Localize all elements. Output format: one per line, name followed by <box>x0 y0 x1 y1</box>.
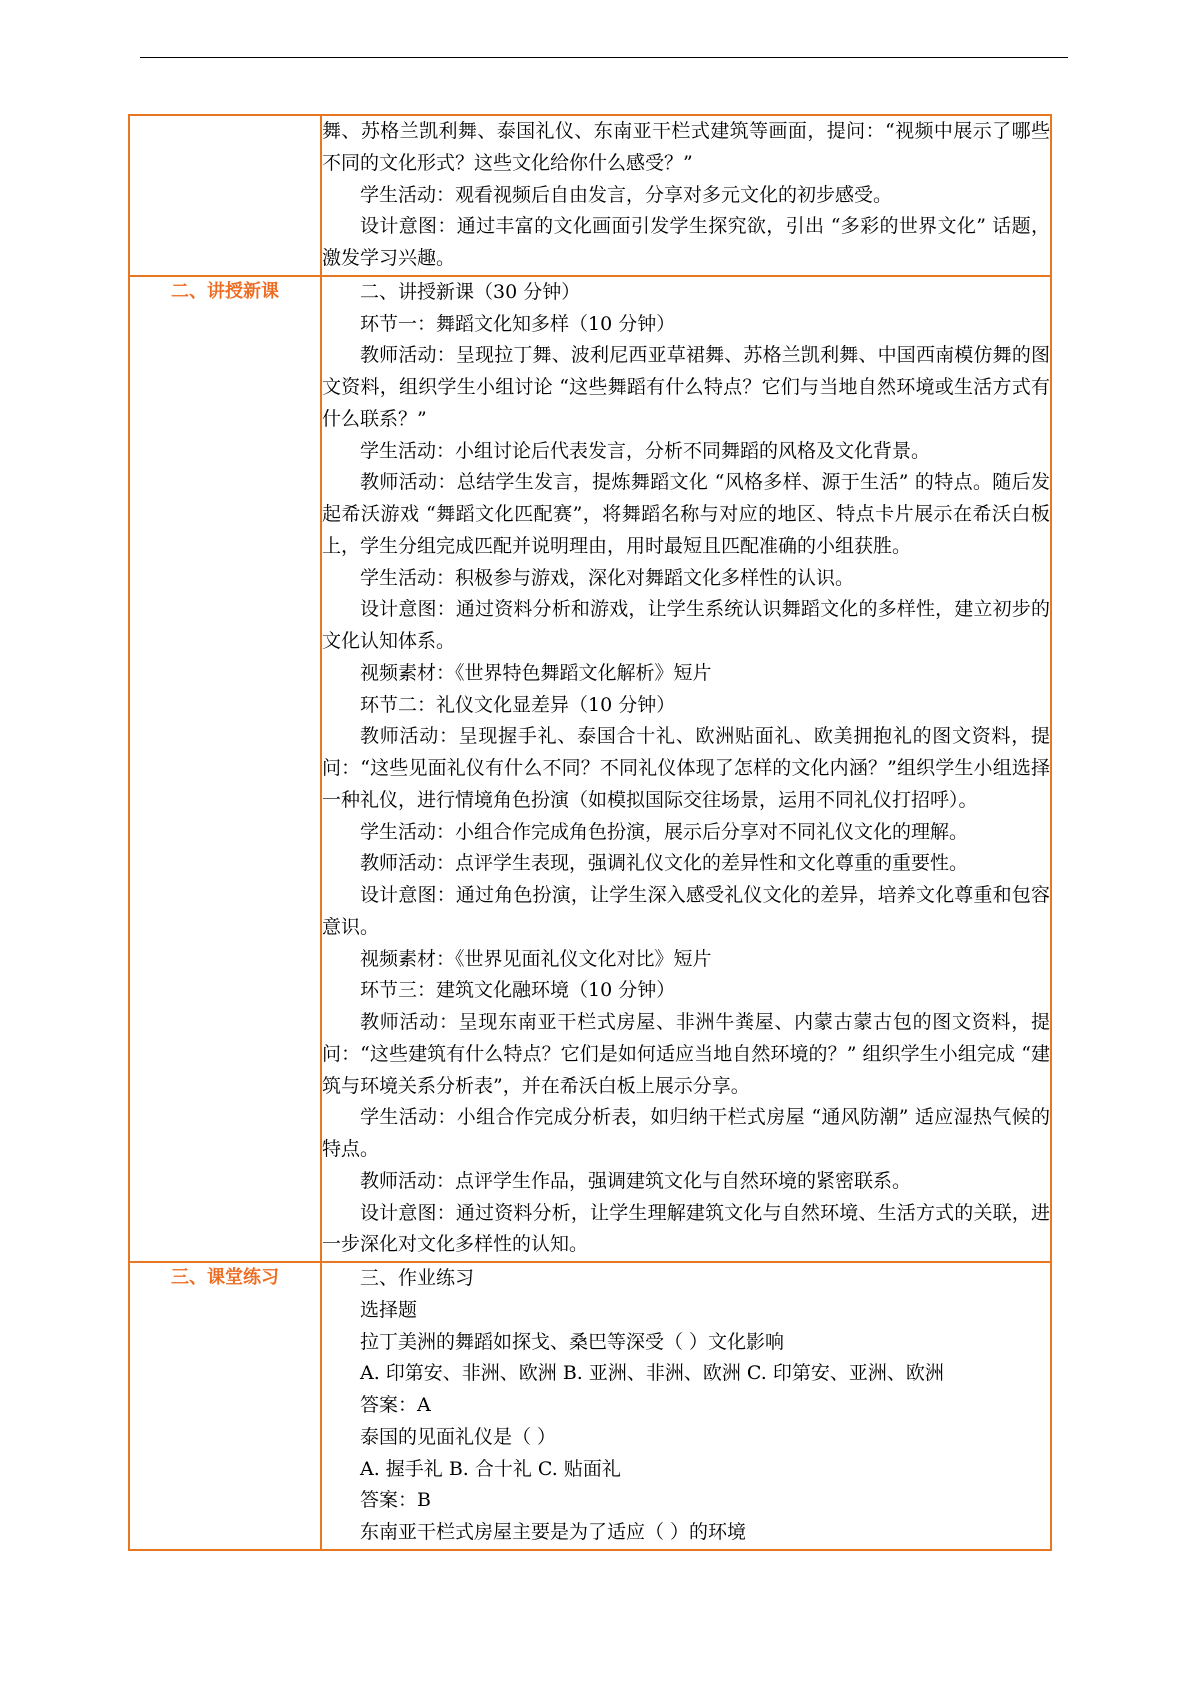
paragraph: 视频素材：《世界特色舞蹈文化解析》短片 <box>360 661 712 684</box>
paragraph: 教师活动：点评学生表现，强调礼仪文化的差异性和文化尊重的重要性。 <box>360 852 969 875</box>
section-content <box>321 115 1051 276</box>
paragraph: 教师活动：呈现东南亚干栏式房屋、非洲牛粪屋、内蒙古蒙古包的图文资料，提问：“这些建筑有什么特点？它们是如何适应当地自然环境的？” 组织学生小组完成 “建筑与环境关系分析表”，并在希沃白板上展示分享。 <box>322 1011 1050 1097</box>
table-row <box>129 115 1051 276</box>
paragraph: 学生活动：小组讨论后代表发言，分析不同舞蹈的风格及文化背景。 <box>360 439 931 462</box>
paragraph: 教师活动：呈现握手礼、泰国合十礼、欧洲贴面礼、欧美拥抱礼的图文资料，提问：“这些见面礼仪有什么不同？不同礼仪体现了怎样的文化内涵？”组织学生小组选择一种礼仪，进行情境角色扮演（如模拟国际交往场景，运用不同礼仪打招呼）。 <box>322 725 1050 811</box>
paragraph: 设计意图：通过资料分析和游戏，让学生系统认识舞蹈文化的多样性，建立初步的文化认知体系。 <box>322 598 1050 652</box>
paragraph: 环节二：礼仪文化显差异（10 分钟） <box>360 693 676 716</box>
section-label <box>129 115 321 276</box>
paragraph: 环节三：建筑文化融环境（10 分钟） <box>360 979 676 1002</box>
section-content <box>321 1262 1051 1550</box>
paragraph: 环节一：舞蹈文化知多样（10 分钟） <box>360 312 676 335</box>
section-label: 二、讲授新课 <box>129 276 321 1262</box>
paragraph: 拉丁美洲的舞蹈如探戈、桑巴等深受（ ）文化影响 <box>360 1330 785 1353</box>
paragraph: 泰国的见面礼仪是（ ） <box>360 1425 557 1448</box>
paragraph: 三、作业练习 <box>360 1267 475 1289</box>
paragraph: A. 握手礼 B. 合十礼 C. 贴面礼 <box>360 1457 621 1480</box>
paragraph: 选择题 <box>360 1298 418 1321</box>
section-content <box>321 276 1051 1262</box>
paragraph: 设计意图：通过角色扮演，让学生深入感受礼仪文化的差异，培养文化尊重和包容意识。 <box>322 884 1050 938</box>
paragraph: 教师活动：总结学生发言，提炼舞蹈文化 “风格多样、源于生活” 的特点。随后发起希沃游戏 “舞蹈文化匹配赛”，将舞蹈名称与对应的地区、特点卡片展示在希沃白板上，学生分组完成匹配并说明理由，用时最短且匹配准确的小组获胜。 <box>322 471 1050 557</box>
paragraph: 舞、苏格兰凯利舞、泰国礼仪、东南亚干栏式建筑等画面，提问：“视频中展示了哪些不同的文化形式？这些文化给你什么感受？” <box>322 120 1050 174</box>
section-label: 三、课堂练习 <box>129 1262 321 1550</box>
paragraph: 设计意图：通过资料分析，让学生理解建筑文化与自然环境、生活方式的关联，进一步深化对文化多样性的认知。 <box>322 1201 1050 1256</box>
paragraph: 二、讲授新课（30 分钟） <box>360 280 581 303</box>
paragraph: 学生活动：小组合作完成角色扮演，展示后分享对不同礼仪文化的理解。 <box>360 820 969 843</box>
paragraph: A. 印第安、非洲、欧洲 B. 亚洲、非洲、欧洲 C. 印第安、亚洲、欧洲 <box>360 1362 944 1385</box>
table-row <box>129 1262 1051 1550</box>
paragraph: 学生活动：观看视频后自由发言，分享对多元文化的初步感受。 <box>360 183 893 206</box>
paragraph: 答案：A <box>360 1394 431 1416</box>
paragraph: 教师活动：点评学生作品，强调建筑文化与自然环境的紧密联系。 <box>360 1169 912 1192</box>
paragraph: 答案：B <box>360 1489 431 1512</box>
header-rule <box>140 57 1068 58</box>
paragraph: 学生活动：积极参与游戏，深化对舞蹈文化多样性的认识。 <box>360 566 855 589</box>
paragraph: 东南亚干栏式房屋主要是为了适应（ ）的环境 <box>360 1521 747 1543</box>
paragraph: 视频素材：《世界见面礼仪文化对比》短片 <box>360 947 712 970</box>
paragraph: 教师活动：呈现拉丁舞、波利尼西亚草裙舞、苏格兰凯利舞、中国西南模仿舞的图文资料，组织学生小组讨论 “这些舞蹈有什么特点？它们与当地自然环境或生活方式有什么联系？” <box>322 344 1050 430</box>
table-row <box>129 276 1051 1262</box>
paragraph: 学生活动：小组合作完成分析表，如归纳干栏式房屋 “通风防潮” 适应湿热气候的特点。 <box>322 1106 1050 1160</box>
lesson-plan-table <box>128 114 1052 1551</box>
paragraph: 设计意图：通过丰富的文化画面引发学生探究欲，引出 “多彩的世界文化” 话题，激发学习兴趣。 <box>322 215 1050 269</box>
